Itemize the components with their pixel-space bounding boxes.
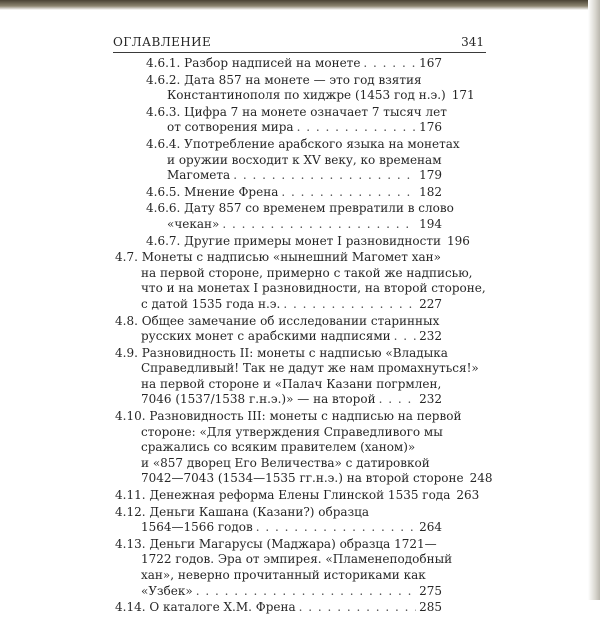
toc-entry — [115, 250, 486, 312]
toc-page-number: 285 — [419, 600, 442, 615]
toc-page-number: 275 — [419, 583, 442, 598]
toc-entry-text: 4.11. Денежная реформа Елены Глинской 1535 года — [115, 488, 451, 503]
toc-entry — [115, 505, 442, 536]
toc-entry-text: 7046 (1537/1538 г.н.э.)» — на второй — [141, 392, 376, 407]
toc-entry-text: русских монет с арабскими надписями — [141, 329, 391, 344]
leader-dots — [256, 520, 416, 536]
toc-entry — [115, 488, 480, 504]
book-right-edge — [588, 0, 600, 600]
toc-entry-line — [115, 520, 442, 536]
toc-entry-text: 4.6.3. Цифра 7 на монете означает 7 тысяч лет — [146, 104, 447, 119]
toc-page-number: 171 — [451, 88, 475, 103]
toc-entry-line — [115, 552, 453, 568]
toc-entry-text: и оружии восходит к XV веку, ко временам — [167, 152, 442, 167]
toc-entry-text: 1564—1566 годов — [141, 520, 253, 535]
toc-entry-line — [115, 584, 442, 600]
toc-entry-text: «Узбек» — [141, 583, 193, 598]
toc-entry — [115, 345, 479, 408]
toc-entry — [146, 104, 447, 136]
toc-entry-line — [146, 168, 442, 184]
toc-entry — [146, 72, 475, 104]
toc-entry-text: стороне: «Для утверждения Справедливого мы — [141, 424, 443, 439]
toc-entry — [146, 185, 442, 201]
toc-entry-text: 4.6.6. Дату 857 со временем превратили в слово — [146, 201, 454, 216]
toc-entry — [115, 409, 493, 487]
toc-entry-line — [146, 136, 460, 153]
toc-entry-text: 7042—7043 (1534—1535 гг.н.э.) на второй стороне — [141, 471, 464, 486]
toc-entry-text: 4.12. Деньги Кашана (Казани?) образца — [115, 504, 370, 519]
toc-entry-line — [146, 56, 442, 72]
toc-entry-line — [115, 265, 473, 282]
toc-entry-line — [115, 425, 442, 441]
page-header — [113, 34, 486, 53]
toc-entry-text: 4.13. Деньги Магарусы (Маджара) образца 1721— — [115, 536, 437, 551]
toc-page-number: 179 — [419, 168, 442, 183]
toc-entry — [146, 233, 470, 250]
toc-entry — [146, 136, 460, 184]
toc-entry-text: 4.6.5. Мнение Френа — [146, 184, 279, 199]
toc-entry-text: на первой стороне и «Палач Казани погрмлен, — [141, 376, 442, 391]
toc-entry-text: 4.14. О каталоге Х.М. Френа — [115, 600, 296, 615]
toc-entry-line — [146, 217, 442, 233]
toc-entry-line — [146, 120, 442, 136]
toc-entry-line — [115, 488, 480, 504]
toc-page-number: 167 — [419, 56, 442, 70]
leader-dots — [283, 297, 416, 313]
toc-entry-text: 1722 годов. Эра от эмпирея. «Пламенеподобный — [141, 552, 453, 567]
leader-dots — [281, 185, 416, 201]
toc-entry-text: 4.6.4. Употребление арабского языка на монетах — [146, 136, 460, 151]
toc-entry-line — [115, 314, 442, 330]
toc-entry-text: 4.7. Монеты с надписью «нынешний Магомет хан» — [115, 250, 441, 265]
toc-entry-line — [146, 233, 470, 250]
toc-entry-text: Константинополя по хиджре (1453 год н.э.) — [167, 88, 446, 103]
toc-entry-line — [115, 471, 493, 487]
leader-dots — [379, 392, 417, 408]
toc-entry-line — [146, 104, 447, 121]
toc-entry — [146, 56, 442, 72]
toc-page-number: 232 — [419, 329, 442, 344]
toc-page-number: 227 — [419, 296, 442, 311]
leader-dots — [363, 56, 416, 72]
toc-page-number: 182 — [419, 184, 442, 199]
toc-entry-line — [146, 153, 442, 169]
toc-entry-line — [146, 185, 442, 201]
toc-page-number: 194 — [419, 216, 442, 231]
toc-entry-line — [115, 361, 479, 377]
leader-dots — [297, 120, 417, 136]
toc-entry-line — [146, 73, 442, 89]
toc-entry-text: и «857 дворец Его Величества» с датировкой — [141, 455, 430, 470]
toc-entry — [115, 314, 442, 345]
toc-entry-line — [115, 392, 442, 408]
toc-entry-line — [115, 537, 442, 553]
leader-dots — [233, 168, 416, 184]
toc-entry — [115, 536, 453, 599]
toc-entry-line — [115, 377, 442, 393]
table-of-contents — [0, 56, 588, 617]
toc-entry-text: 4.6.2. Дата 857 на монете — это год взятия — [146, 72, 422, 87]
toc-entry — [146, 201, 454, 232]
leader-dots — [299, 600, 416, 616]
toc-entry-line — [115, 568, 442, 584]
toc-entry-text: Магомета — [167, 168, 231, 183]
toc-page-number: 196 — [447, 233, 470, 248]
toc-entry — [115, 600, 442, 616]
toc-page-number: 176 — [419, 120, 442, 135]
toc-entry-text: с датой 1535 года н.э. — [141, 296, 281, 311]
toc-entry-text: что и на монетах I разновидности, на второй стороне, — [141, 281, 486, 296]
toc-page-number: 232 — [419, 392, 442, 407]
toc-entry-text: 4.8. Общее замечание об исследовании старинных — [115, 313, 440, 328]
toc-entry-text: от сотворения мира — [167, 120, 294, 135]
toc-entry-line — [115, 345, 448, 362]
toc-entry-text: Справедливый! Так не дадут же нам промахнуться!» — [141, 361, 479, 376]
toc-entry-text: 4.6.1. Разбор надписей на монете — [146, 56, 361, 70]
toc-entry-text: «чекан» — [167, 216, 220, 231]
toc-entry-line — [115, 250, 442, 266]
toc-entry-text: сражались со всяким правителем (ханом)» — [141, 440, 416, 455]
page-title: ОГЛАВЛЕНИЕ — [113, 35, 212, 49]
toc-entry-line — [115, 329, 442, 345]
toc-entry-line — [115, 440, 442, 456]
toc-entry-line — [115, 297, 442, 313]
toc-entry-text: на первой стороне, примерно с такой же надписью, — [141, 265, 473, 280]
toc-entry-line — [115, 600, 442, 616]
toc-entry-line — [115, 505, 442, 521]
leader-dots — [222, 217, 416, 233]
toc-entry-line — [115, 281, 486, 297]
toc-entry-text: 4.10. Разновидность III: монеты с надписью на первой — [115, 409, 462, 424]
toc-entry-line — [115, 456, 442, 472]
toc-entry-line — [146, 88, 475, 104]
toc-entry-text: хан», неверно прочитанный историками как — [141, 568, 426, 582]
leader-dots — [394, 329, 416, 345]
toc-page-number: 264 — [419, 520, 442, 535]
page-number: 341 — [461, 35, 484, 49]
toc-page-number: 263 — [456, 488, 480, 503]
leader-dots — [196, 584, 416, 600]
toc-entry-text: 4.6.7. Другие примеры монет I разновидности — [146, 233, 442, 248]
toc-entry-line — [146, 201, 454, 217]
toc-entry-line — [115, 409, 462, 425]
toc-page-number: 248 — [469, 471, 493, 486]
toc-entry-text: 4.9. Разновидность II: монеты с надписью «Владыка — [115, 345, 448, 360]
